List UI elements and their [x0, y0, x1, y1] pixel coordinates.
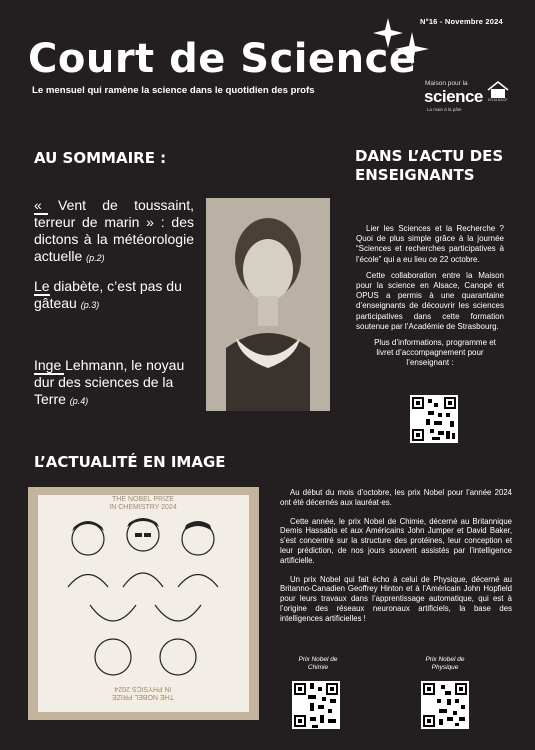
- sommaire-item-diabete[interactable]: Le diabète, c’est pas du gâteau (p.3): [34, 278, 182, 311]
- magazine-title: Court de Science: [28, 36, 417, 82]
- sommaire-item-lehmann[interactable]: Inge Lehmann, le noyau dur des sciences de la Terre (p.4): [34, 357, 185, 407]
- qr-code-nobel-chimie[interactable]: [292, 681, 340, 729]
- qr-code-nobel-physique[interactable]: [421, 681, 469, 729]
- nobel-physics-text: THE NOBEL PRIZEIN PHYSICS 2024: [112, 685, 174, 700]
- sommaire-heading: AU SOMMAIRE :: [34, 149, 167, 167]
- magazine-subtitle: Le mensuel qui ramène la science dans le quotidien des profs: [32, 85, 315, 96]
- actu-enseignants-heading: DANS L’ACTU DES ENSEIGNANTS: [355, 147, 504, 184]
- inge-lehmann-portrait: [206, 198, 330, 411]
- underline-accent: [34, 213, 48, 215]
- underline-accent: [34, 373, 64, 375]
- house-icon: [487, 80, 509, 98]
- actualite-image-heading: L’ACTUALITÉ EN IMAGE: [34, 453, 226, 471]
- actualite-image-text: Au début du mois d’octobre, les prix Nobel pour l’année 2024 ont été décernés aux lauréat·es. Cette année, le prix Nobel de Chimie, décerné au Britannique Demis Hassabis et aux Américains John Jumper et David Baker, s’est concentré sur la structure des protéines, leur conception et leur prédiction, de nos jours souvent assistés par l’intelligence artificielle. Un prix Nobel qui fait écho à celui de Physique, décerné au Britanno-Canadien Geoffrey Hinton et à l’Américain John Hopfield pour leurs travaux dans l’apprentissage automatique, qui est à l’origine des réseaux neuronaux artificiels, la base des intelligences artificielles !: [280, 488, 512, 623]
- nobel-chemistry-text: THE NOBEL PRIZE IN CHEMISTRY 2024: [109, 496, 177, 511]
- underline-accent: [34, 294, 50, 296]
- qr-label-chimie: Prix Nobel de Chimie: [298, 656, 338, 671]
- qr-code-formation[interactable]: [410, 395, 458, 443]
- sommaire-item-dictons[interactable]: « Vent de toussaint, terreur de marin » : des dictons à la météorologie actuelle (p.2): [34, 197, 194, 264]
- actu-enseignants-text: Lier les Sciences et la Recherche ? Quoi de plus simple grâce à la journée “Sciences et recherches participatives à l’école” qui a eu lieu ce 22 octobre. Cette collaboration entre la Maison pour la science en Alsace, Canopé et OPUS a permis à une quarantaine d’enseignants de découvrir les sciences participatives dans cette formation soutenue par l’Académie de Strasbourg. Plus d’informations, programme et livret d’accompagnement pour l’enseignant :: [356, 224, 504, 368]
- issue-number: N°16 - Novembre 2024: [420, 17, 503, 26]
- maison-science-logo: Maison pour la science La main à la pâte EN ALSACE: [424, 80, 508, 112]
- qr-label-physique: Prix Nobel de Physique: [425, 656, 465, 671]
- nobel-prize-illustration: [28, 487, 259, 720]
